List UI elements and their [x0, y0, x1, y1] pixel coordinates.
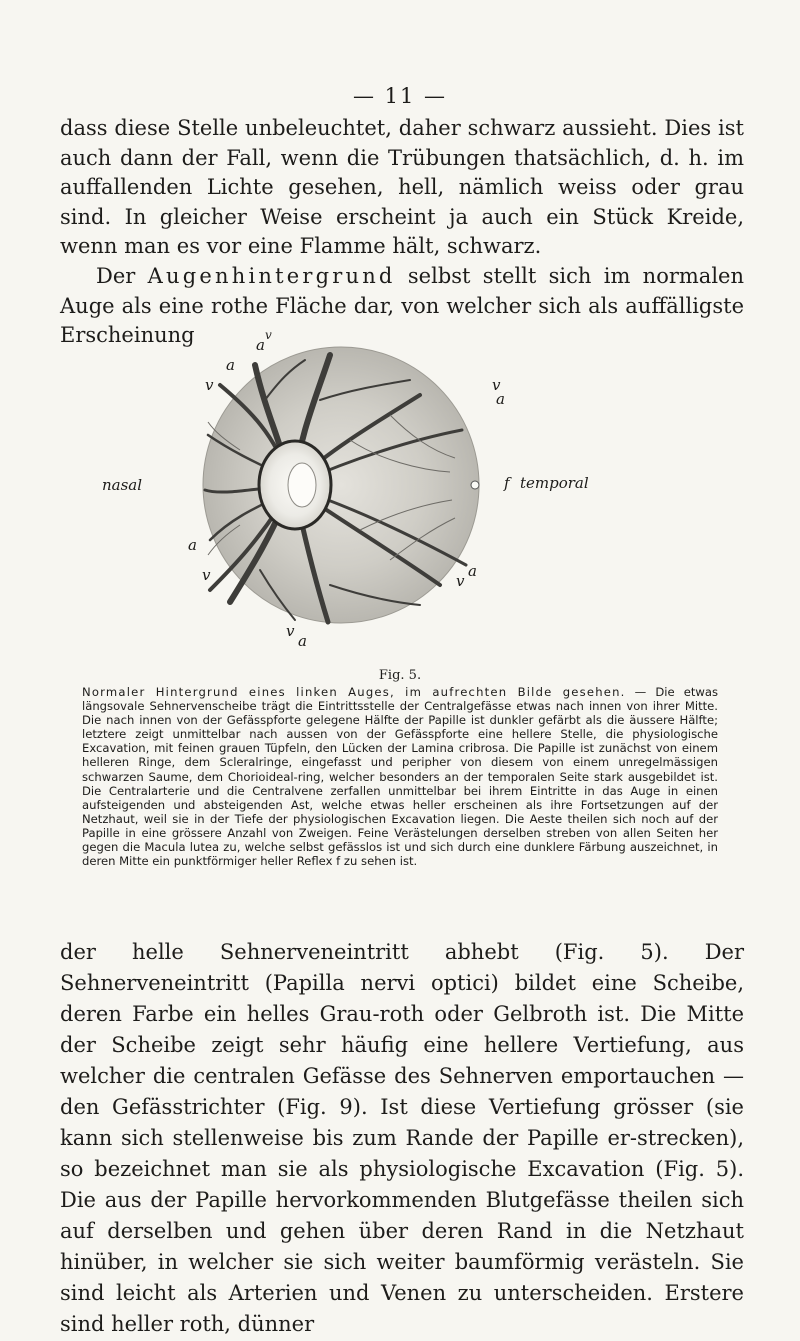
label-v-upper-left: v [205, 376, 214, 394]
label-v-lower-left: v [202, 566, 211, 584]
page-number: — 11 — [352, 84, 448, 108]
label-f: f [504, 474, 510, 492]
figure-caption [82, 685, 718, 868]
fundus-illustration [90, 340, 710, 660]
label-a-lower-left: a [188, 536, 197, 554]
label-v-bottom: v [286, 622, 295, 640]
caption-heading: Normaler Hintergrund eines linken Auges, im aufrechten Bilde gesehen. [82, 685, 626, 699]
macula-reflex [471, 481, 479, 489]
label-v-lower-right: v [456, 572, 465, 590]
paragraph-2-rest: selbst stellt sich im normalen Auge als eine rothe Fläche dar, von welcher sich als auffälligste Erscheinung [60, 264, 744, 348]
paragraph-2 [60, 262, 744, 351]
paragraph-1: dass diese Stelle unbeleuchtet, daher schwarz aussieht. Dies ist auch dann der Fall, wenn die Trübungen thatsächlich, d. h. im auffallenden Lichte gesehen, hell, nämlich weiss oder grau sind. In gleicher Weise erscheint ja auch ein Stück Kreide, wenn man es vor eine Flamme hält, schwarz. [60, 116, 744, 259]
caption-body: — Die etwas längsovale Sehnervenscheibe trägt die Eintrittsstelle der Centralgefässe etwas nach innen von ihrer Mitte. Die nach innen von der Gefässpforte gelegene Hälfte der Papille ist dunkler gefärbt als die äussere Hälfte; letztere zeigt unmittelbar nach aussen von der Gefässpforte eine hellere Stelle, die physiologische Excavation, mit feinen grauen Tüpfeln, den Lücken der Lamina cribrosa. Die Papille ist zunächst von einem helleren Ringe, dem Scleralringe, eingefasst und peripher von diesem von einem unregelmässigen schwarzen Saume, dem Chorioideal-ring, welcher besonders an der temporalen Seite stark ausgebildet ist. Die Centralarterie und die Centralvene zerfallen unmittelbar bei ihrem Eintritte in das Auge in einen aufsteigenden und absteigenden Ast, welche etwas heller erscheinen als ihre Fortsetzungen auf der Netzhaut, weil sie in der Tiefe der physiologischen Excavation liegen. Die Aeste theilen sich noch auf der Papille in eine grössere Anzahl von Zweigen. Feine Verästelungen derselben streben von allen Seiten her gegen die Macula lutea zu, welche selbst gefässlos ist und sich durch eine dunklere Färbung auszeichnet, in deren Mitte ein punktförmiger heller Reflex f zu sehen ist. [82, 685, 719, 869]
label-a-upper-left: a [226, 356, 235, 374]
label-v-upper-right: v [492, 376, 501, 394]
label-a-lower-right: a [468, 562, 477, 580]
paragraph-2-lead: Der [96, 264, 136, 288]
physiological-excavation [288, 463, 316, 507]
paragraph-3: der helle Sehnerveneintritt abhebt (Fig. 5). Der Sehnerveneintritt (Papilla nervi optici) bildet eine Scheibe, deren Farbe ein helles Grau-roth oder Gelbroth ist. Die Mitte der Scheibe zeigt sehr häufig eine hellere Vertiefung, aus welcher die centralen Gefässe des Sehnerven emportauchen — den Gefässtrichter (Fig. 9). Ist diese Vertiefung grösser (sie kann sich stellenweise bis zum Rande der Papille er-strecken), so bezeichnet man sie als physiologische Excavation (Fig. 5). Die aus der Papille hervorkommenden Blutgefässe theilen sich auf derselben und gehen über deren Rand in die Netzhaut hinüber, in welcher sie sich weiter baumförmig verästeln. Sie sind leicht als Arterien und Venen zu unterscheiden. Erstere sind heller roth, dünner [60, 940, 744, 1336]
label-v-top: v [265, 328, 272, 342]
figure-number: Fig. 5. [378, 668, 422, 683]
fundus-figure [90, 328, 710, 660]
label-a-top: a [256, 336, 265, 354]
label-temporal: temporal [520, 474, 589, 492]
label-a-bottom: a [298, 632, 307, 650]
term-augenhintergrund: Augenhintergrund [147, 264, 396, 288]
label-a-upper-right: a [496, 390, 505, 408]
label-nasal: nasal [102, 476, 143, 494]
